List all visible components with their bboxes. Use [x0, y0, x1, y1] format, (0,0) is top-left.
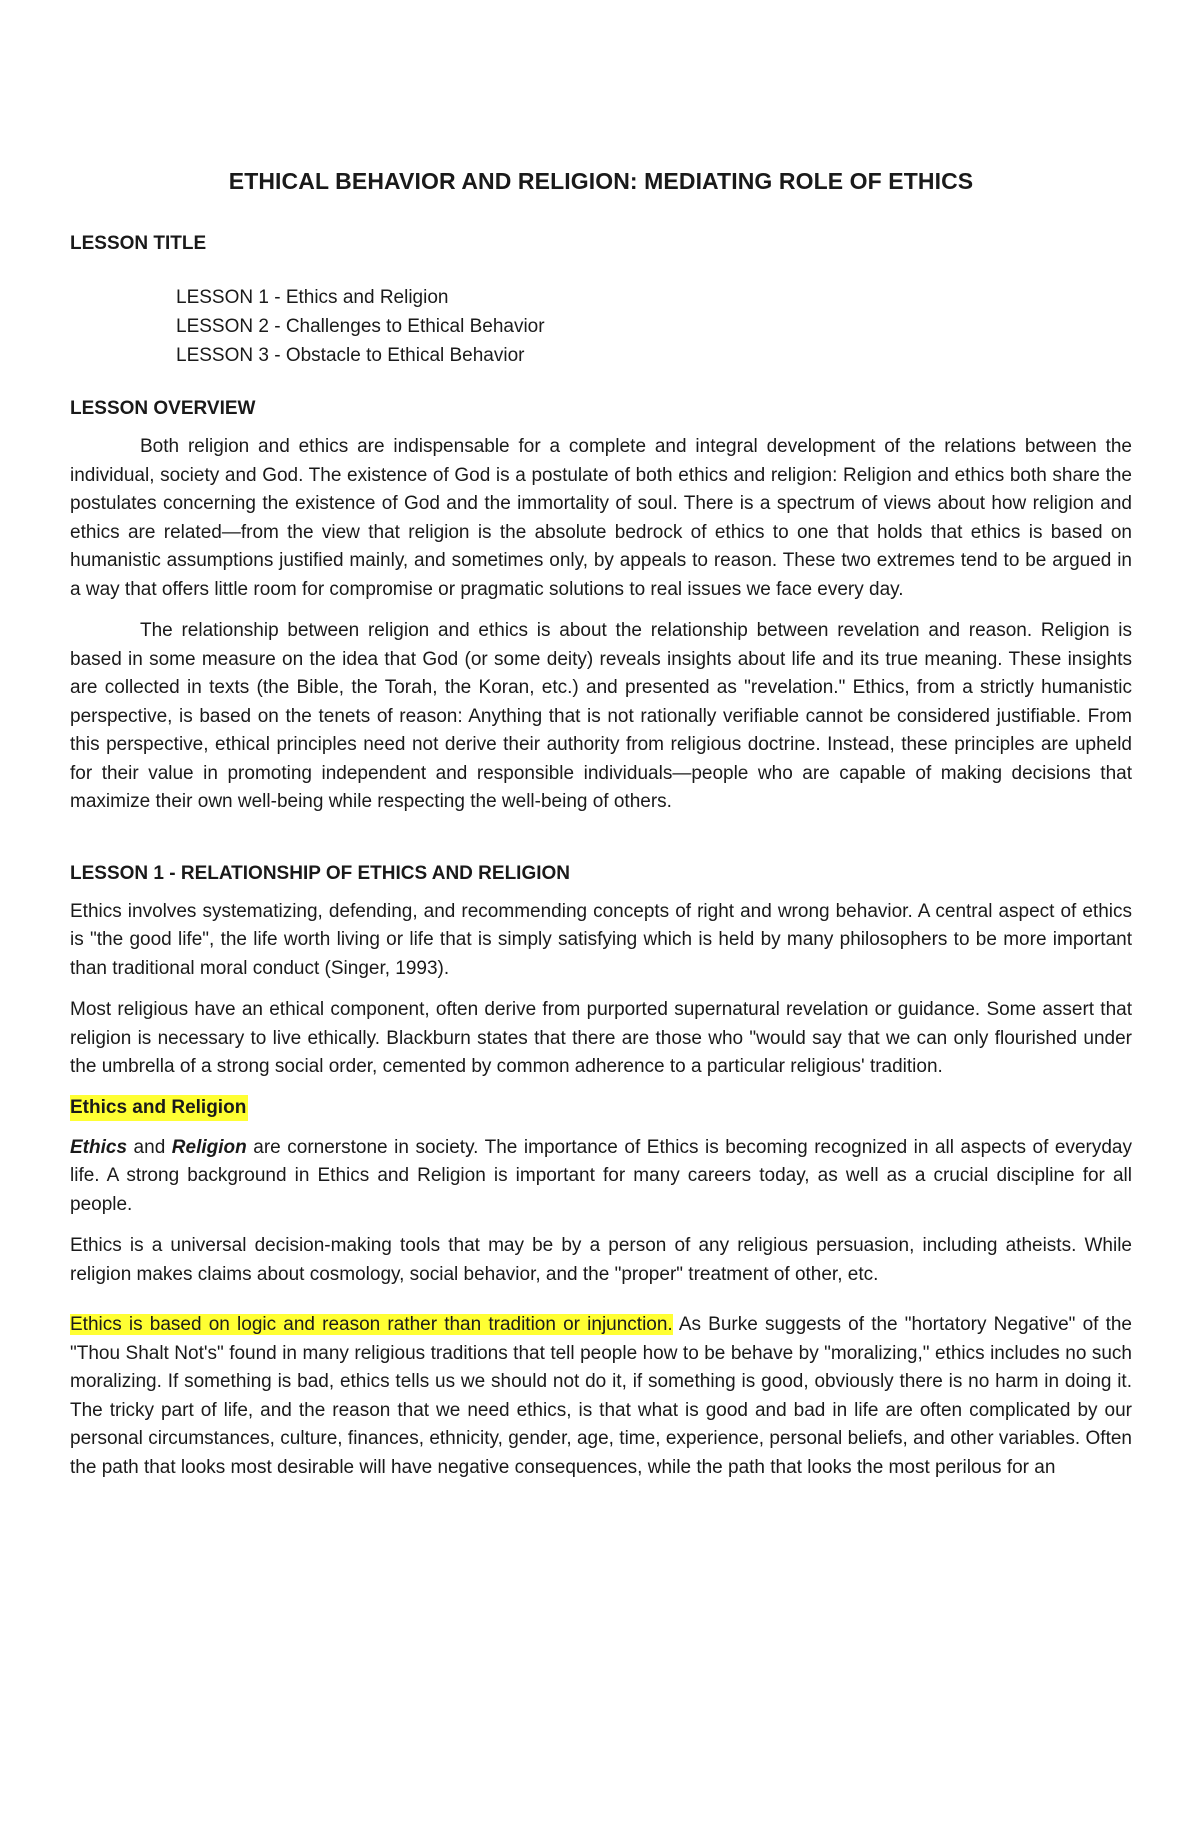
lesson1-paragraph: Most religious have an ethical component, often derive from purported supernatural revelation or guidance. Some assert that religion is necessary to live ethically. Blackburn states that there are those who "would say that we can only flourished under the umbrella of a strong social order, cemented by common adherence to a particular religious' tradition. — [70, 999, 1132, 1077]
bold-term-ethics: Ethics — [70, 1136, 128, 1158]
lesson-list-item: LESSON 2 - Challenges to Ethical Behavior — [176, 316, 545, 337]
highlighted-subheading: Ethics and Religion — [70, 1095, 248, 1121]
lesson-list-item: LESSON 3 - Obstacle to Ethical Behavior — [176, 345, 525, 366]
document-title: ETHICAL BEHAVIOR AND RELIGION: MEDIATING ROLE OF ETHICS — [228, 168, 974, 194]
highlighted-sentence: Ethics is based on logic and reason rather than tradition or injunction. — [70, 1314, 673, 1335]
lesson1-paragraph: Ethics involves systematizing, defending, and recommending concepts of right and wrong behavior. A central aspect of ethics is "the good life", the life worth living or life that is simply satisfying which is held by many philosophers to be more important than traditional moral conduct (Singer, 1993). — [70, 900, 1132, 979]
logic-reason-paragraph: Ethics is based on logic and reason rather than tradition or injunction. As Burke suggests of the "hortatory Negative" of the "Thou Shalt Not's" found in many religious traditions that tell people how to be behave by "moralizing," ethics includes no such moralizing. If something is bad, ethics tells us we should not do it, if something is good, obviously there is no harm in doing it. The tricky part of life, and the reason that we need ethics, is that what is good and bad in life are often complicated by our personal circumstances, culture, finances, ethnicity, gender, age, time, experience, personal beliefs, and other variables. Often the path that looks most desirable will have negative consequences, while the path that looks the most perilous for an — [70, 1314, 1132, 1478]
lesson-list-item: LESSON 1 - Ethics and Religion — [176, 287, 449, 308]
lesson1-heading: LESSON 1 - RELATIONSHIP OF ETHICS AND RELIGION — [70, 862, 571, 884]
document-body — [70, 168, 1132, 1482]
universal-ethics-paragraph: Ethics is a universal decision-making tools that may be by a person of any religious persuasion, including atheists. While religion makes claims about cosmology, social behavior, and the "proper" treatment of other, etc. — [70, 1235, 1132, 1285]
overview-paragraph: Both religion and ethics are indispensable for a complete and integral development of the relations between the individual, society and God. The existence of God is a postulate of both ethics and religion: Religion and ethics both share the postulates concerning the existence of God and the immortality of soul. There is a spectrum of views about how religion and ethics are related—from the view that religion is the absolute bedrock of ethics to one that holds that ethics is based on humanistic assumptions justified mainly, and sometimes only, by appeals to reason. These two extremes tend to be argued in a way that offers little room for compromise or pragmatic solutions to real issues we face every day. — [70, 436, 1132, 600]
ethics-religion-paragraph: Ethics and Religion are cornerstone in society. The importance of Ethics is becoming recognized in all aspects of everyday life. A strong background in Ethics and Religion is important for many careers today, as well as a crucial discipline for all people. — [70, 1136, 1132, 1215]
lesson-overview-heading: LESSON OVERVIEW — [70, 398, 256, 419]
lesson-list — [176, 283, 1132, 370]
bold-term-religion: Religion — [171, 1136, 247, 1158]
lesson-title-heading: LESSON TITLE — [70, 233, 207, 254]
overview-paragraph: The relationship between religion and ethics is about the relationship between revelation and reason. Religion is based in some measure on the idea that God (or some deity) reveals insights about life and its true meaning. These insights are collected in texts (the Bible, the Torah, the Koran, etc.) and presented as "revelation." Ethics, from a strictly humanistic perspective, is based on the tenets of reason: Anything that is not rationally verifiable cannot be considered justifiable. From this perspective, ethical principles need not derive their authority from religious doctrine. Instead, these principles are upheld for their value in promoting independent and responsible individuals—people who are capable of making decisions that maximize their own well-being while respecting the well-being of others. — [70, 620, 1132, 812]
